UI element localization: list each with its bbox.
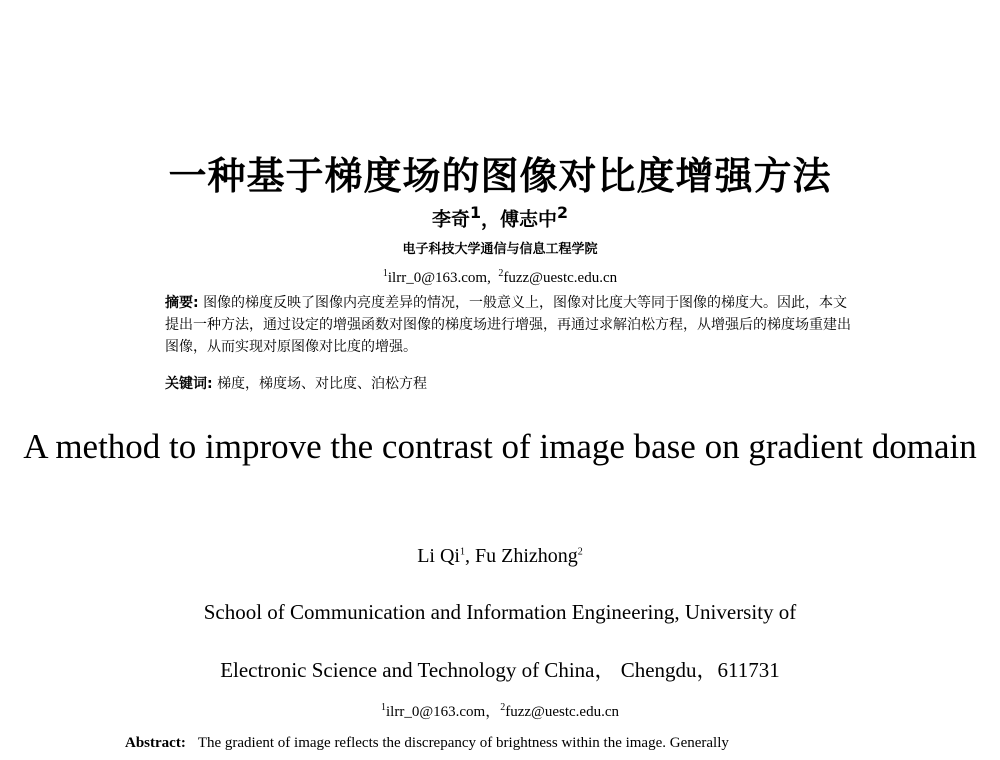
english-email-1: ilrr_0@163.com，	[386, 704, 501, 720]
chinese-email-1: ilrr_0@163.com,	[387, 270, 491, 286]
chinese-email-2: fuzz@uestc.edu.cn	[503, 270, 618, 286]
english-email-2: fuzz@uestc.edu.cn	[505, 704, 619, 720]
english-author-separator: ,	[465, 545, 475, 567]
chinese-author-2-mark: 2	[557, 203, 569, 222]
english-author-2: Fu Zhizhong	[475, 545, 578, 567]
english-abstract	[125, 732, 905, 754]
english-author-2-mark: 2	[577, 546, 583, 558]
chinese-author-1: 李奇	[431, 208, 470, 231]
chinese-keywords-text: 梯度，梯度场、对比度、泊松方程	[217, 376, 428, 392]
chinese-keywords	[165, 373, 855, 393]
english-author-1-mark: 1	[460, 546, 465, 558]
chinese-author-2: 傅志中	[500, 208, 558, 231]
english-affiliation-line-1: School of Communication and Information Engineering, University of	[203, 600, 797, 624]
english-author-1: Li Qi	[417, 545, 460, 567]
english-title: A method to improve the contrast of image base on gradient domain	[23, 427, 977, 466]
chinese-affiliation: 电子科技大学通信与信息工程学院	[402, 242, 598, 257]
english-email-1-mark: 1	[381, 702, 386, 713]
chinese-title: 一种基于梯度场的图像对比度增强方法	[168, 154, 832, 198]
chinese-authors	[0, 203, 1000, 231]
chinese-emails	[0, 268, 1000, 287]
english-emails	[0, 700, 1000, 721]
english-abstract-label: Abstract:	[125, 735, 186, 751]
chinese-keywords-label: 关键词:	[165, 376, 213, 392]
chinese-abstract	[165, 292, 855, 358]
english-abstract-text: The gradient of image reflects the discrepancy of brightness within the image. Generally	[197, 735, 729, 751]
chinese-author-separator: ，	[480, 208, 500, 231]
chinese-abstract-label: 摘要:	[165, 295, 199, 311]
chinese-email-2-mark: 2	[498, 268, 504, 279]
english-authors	[0, 545, 1000, 568]
english-email-2-mark: 2	[500, 702, 506, 713]
english-affiliation-line-2: Electronic Science and Technology of China， Chengdu，611731	[220, 658, 780, 682]
chinese-abstract-text: 图像的梯度反映了图像内亮度差异的情况，一般意义上，图像对比度大等同于图像的梯度大。因此，本文提出一种方法，通过设定的增强函数对图像的梯度场进行增强，再通过求解泊松方程，从增强后的梯度场重建出图像，从而实现对原图像对比度的增强。	[165, 295, 851, 355]
chinese-email-1-mark: 1	[382, 268, 388, 279]
chinese-author-1-mark: 1	[469, 203, 481, 222]
